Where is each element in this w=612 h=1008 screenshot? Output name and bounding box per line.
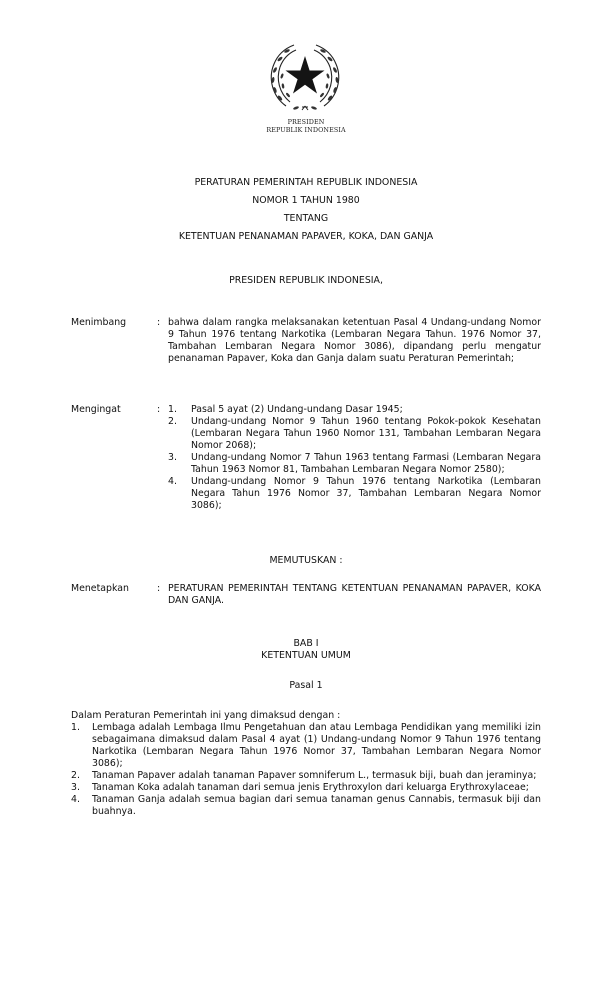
menetapkan-label: Menetapkan bbox=[71, 583, 129, 594]
memutuskan-heading: MEMUTUSKAN : bbox=[269, 555, 343, 566]
menimbang-text: bahwa dalam rangka melaksanakan ketentuan Pasal 4 Undang-undang Nomor 9 Tahun 1976 tentang Narkotika (Lembaran Negara Tahun. 1976 Nomor 37, Tambahan Lembaran Negara Nomor 3086), dipandang perlu mengatur penanaman Papaver, Koka dan Ganja dalam suatu Peraturan Pemerintah; bbox=[168, 317, 541, 364]
menetapkan-text: PERATURAN PEMERINTAH TENTANG KETENTUAN PENANAMAN PAPAVER, KOKA DAN GANJA. bbox=[168, 583, 541, 606]
menetapkan-colon: : bbox=[157, 583, 161, 594]
bab-title: KETENTUAN UMUM bbox=[261, 650, 351, 661]
presidential-emblem-icon bbox=[266, 40, 344, 116]
mengingat-label: Mengingat bbox=[71, 404, 121, 415]
definition-item: 2. Tanaman Papaver adalah tanaman Papaver somniferum L., termasuk biji, buah dan jeraminya; bbox=[71, 770, 537, 781]
definition-item: 3. Tanaman Koka adalah tanaman dari semua jenis Erythroxylon dari keluarga Erythroxylaceae; bbox=[71, 782, 529, 793]
mengingat-item: 3. Undang-undang Nomor 7 Tahun 1963 tentang Farmasi (Lembaran Negara Tahun 1963 Nomor 81, Tambahan Lembaran Negara Nomor 2580); bbox=[168, 452, 541, 475]
mengingat-item: 4. Undang-undang Nomor 9 Tahun 1976 tentang Narkotika (Lembaran Negara Tahun 1976 Nomor 37, Tambahan Lembaran Negara Nomor 3086); bbox=[168, 476, 541, 511]
definition-item: 1. Lembaga adalah Lembaga Ilmu Pengetahuan dan atau Lembaga Pendidikan yang memiliki izin sebagaimana dimaksud dalam Pasal 4 ayat (1) Undang-undang Nomor 9 Tahun 1976 tentang Narkotika (Lembaran Negara Tahun 1976 Nomor 37, Tambahan Lembaran Negara Nomor 3086); bbox=[71, 722, 541, 769]
regulation-subject: KETENTUAN PENANAMAN PAPAVER, KOKA, DAN GANJA bbox=[178, 231, 434, 242]
regulation-number: NOMOR 1 TAHUN 1980 bbox=[252, 195, 360, 206]
menimbang-label: Menimbang bbox=[71, 317, 127, 328]
president-heading: PRESIDEN REPUBLIK INDONESIA, bbox=[229, 275, 383, 286]
mengingat-list bbox=[168, 404, 541, 512]
bab-number: BAB I bbox=[293, 638, 319, 649]
emblem-caption-republic: REPUBLIK INDONESIA bbox=[266, 126, 346, 134]
definition-item: 4. Tanaman Ganja adalah semua bagian dari semua tanaman genus Cannabis, termasuk biji dan buahnya. bbox=[71, 794, 541, 817]
pasal1-body bbox=[71, 710, 541, 818]
pasal1-intro: Dalam Peraturan Pemerintah ini yang dimaksud dengan : bbox=[71, 710, 341, 721]
menimbang-section bbox=[71, 317, 541, 379]
regulation-title: PERATURAN PEMERINTAH REPUBLIK INDONESIA bbox=[194, 177, 418, 188]
pasal-heading: Pasal 1 bbox=[289, 680, 323, 691]
mengingat-item: 2. Undang-undang Nomor 9 Tahun 1960 tentang Pokok-pokok Kesehatan (Lembaran Negara Tahun 1960 Nomor 131, Tambahan Lembaran Negara Nomor 2068); bbox=[168, 416, 541, 451]
menimbang-colon: : bbox=[157, 317, 161, 328]
mengingat-section bbox=[71, 404, 541, 544]
emblem-caption-president: PRESIDEN bbox=[287, 118, 325, 126]
mengingat-item: 1. Pasal 5 ayat (2) Undang-undang Dasar 1945; bbox=[168, 404, 403, 415]
menetapkan-section bbox=[71, 583, 541, 609]
mengingat-colon: : bbox=[157, 404, 161, 415]
regulation-tentang: TENTANG bbox=[283, 213, 329, 224]
